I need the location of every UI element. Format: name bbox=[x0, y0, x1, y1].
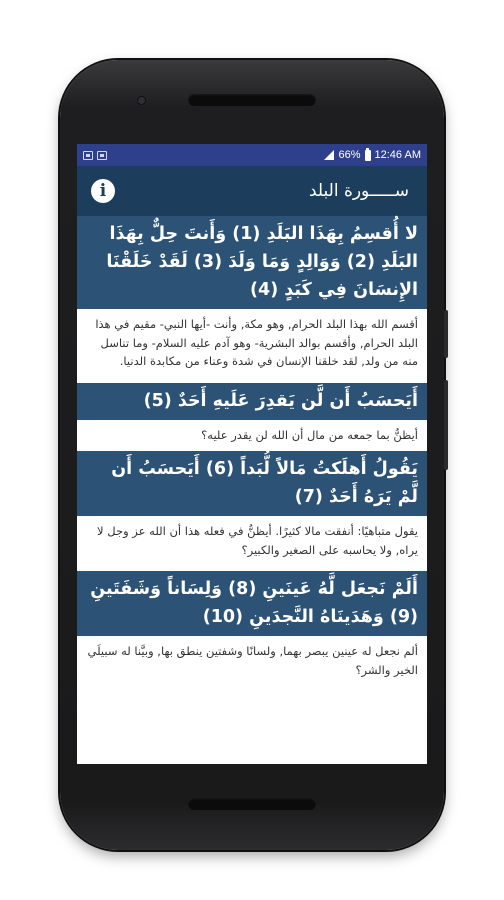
top-speaker bbox=[188, 94, 316, 106]
battery-icon bbox=[365, 150, 371, 161]
surah-content[interactable] bbox=[77, 216, 427, 686]
tafsir-block: أيظنُّ بما جمعه من مال أن الله لن يقدر عليه؟ bbox=[77, 420, 427, 452]
volume-button bbox=[444, 380, 448, 470]
phone-frame bbox=[60, 60, 444, 850]
info-icon[interactable]: i bbox=[91, 179, 115, 203]
app-bar bbox=[77, 166, 427, 216]
signal-icon bbox=[324, 150, 334, 160]
page-title: ســـــورة البلد bbox=[308, 181, 409, 201]
gallery-notification-icon bbox=[83, 151, 93, 160]
ayah-block: لا أُقسِمُ بِهَذَا البَلَدِ (1) وَأَنتَ حِلٌّ بِهَذَا البَلَدِ (2) وَوَالِدٍ وَمَا وَلَدَ (3) لَقَدْ خَلَقْنَا الإِنسَانَ فِي كَبَدٍ (4) bbox=[77, 216, 427, 309]
mail-notification-icon bbox=[97, 151, 107, 160]
status-bar bbox=[77, 144, 427, 166]
notification-icons bbox=[83, 151, 107, 160]
ayah-block: أَلَمْ نَجعَل لَّهُ عَينَينِ (8) وَلِسَاناً وَشَفَتَينِ (9) وَهَدَينَاهُ النَّجدَينِ (10) bbox=[77, 571, 427, 636]
status-indicators bbox=[324, 149, 421, 161]
power-button bbox=[444, 310, 448, 358]
front-camera bbox=[138, 97, 145, 104]
battery-percent: 66% bbox=[338, 149, 361, 161]
ayah-block: يَقُولُ أَهلَكتُ مَالاً لُّبَداً (6) أَيَحسَبُ أَن لَّمْ يَرَهُ أَحَدٌ (7) bbox=[77, 451, 427, 516]
clock: 12:46 AM bbox=[374, 149, 421, 161]
tafsir-block: ألم نجعل له عينين يبصر بهما, ولسانًا وشفتين ينطق بها, وبيَّنا له سبيلَي الخير والشر؟ bbox=[77, 636, 427, 686]
tafsir-block: يقول متباهيًا: أنفقت مالا كثيرًا. أيظنُّ في فعله هذا أن الله عز وجل لا يراه, ولا يحاسبه على الصغير والكبير؟ bbox=[77, 516, 427, 566]
screen bbox=[77, 144, 427, 764]
bottom-speaker bbox=[188, 798, 316, 810]
ayah-block: أَيَحسَبُ أَن لَّن يَقدِرَ عَلَيهِ أَحَدٌ (5) bbox=[77, 383, 427, 420]
tafsir-block: أقسم الله بهذا البلد الحرام, وهو مكة, وأنت -أيها النبي- مقيم في هذا البلد الحرام, وأقسم بوالد البشرية- وهو آدم عليه السلام- وما تناسل منه من ولد, لقد خلقنا الإنسان في شدة وعناء من مكابدة الدنيا. bbox=[77, 309, 427, 378]
